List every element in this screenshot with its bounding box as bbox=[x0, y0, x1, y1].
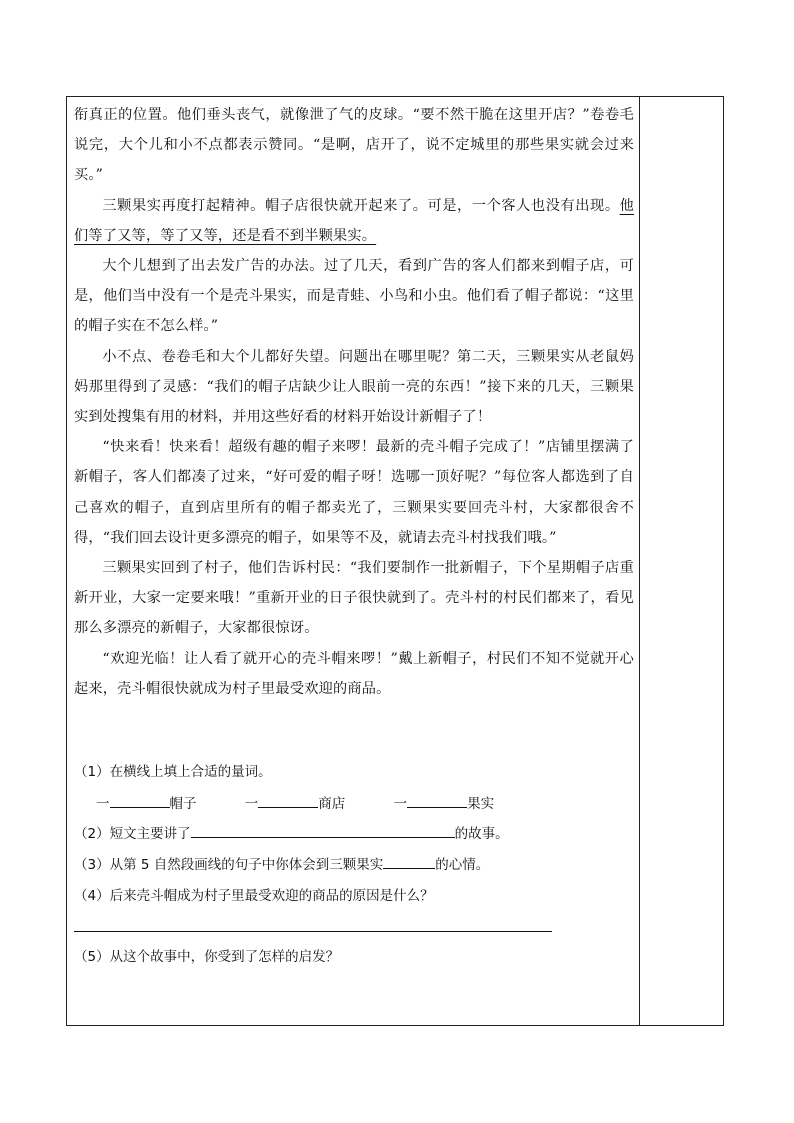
answer-blank-q3[interactable] bbox=[383, 854, 435, 869]
paragraph-3: 大个儿想到了出去发广告的办法。过了几天，看到广告的客人们都来到帽子店，可是，他们当中没有一个是壳斗果实，而是青蛙、小鸟和小虫。他们看了帽子都说：“这里的帽子实在不怎么样。” bbox=[74, 258, 634, 335]
question-3-suffix: 的心情。 bbox=[435, 857, 490, 873]
question-1: （1）在横线上填上合适的量词。 bbox=[74, 764, 272, 780]
answer-line-q4[interactable] bbox=[74, 931, 552, 932]
question-2-text: （2）短文主要讲了 bbox=[74, 826, 191, 842]
item-label-shop: 商店 bbox=[318, 796, 346, 812]
questions-section bbox=[74, 0, 634, 1123]
prefix-one: 一 bbox=[244, 796, 259, 812]
underlined-sentence: 他们等了又等，等了又等，还是看不到半颗果实。 bbox=[74, 197, 634, 244]
prefix-one: 一 bbox=[393, 796, 408, 812]
measure-word-item-3 bbox=[394, 792, 495, 812]
answer-blank-2[interactable] bbox=[258, 793, 318, 808]
question-2-suffix: 的故事。 bbox=[454, 826, 509, 842]
paragraph-6: 三颗果实回到了村子，他们告诉村民：“我们要制作一批新帽子，下个星期帽子店重新开业，大家一定要来哦！”重新开业的日子很快就到了。壳斗村的村民们都来了，看见那么多漂亮的新帽子，大家都很惊讶。 bbox=[74, 560, 634, 637]
paragraph-5: “快来看！快来看！超级有趣的帽子来啰！最新的壳斗帽子完成了！”店铺里摆满了新帽子，客人们都凑了过来，“好可爱的帽子呀！选哪一顶好呢？”每位客人都选到了自己喜欢的帽子，直到店里所有的帽子都卖光了，三颗果实要回壳斗村，大家都很舍不得，“我们回去设计更多漂亮的帽子，如果等不及，就请去壳斗村找我们哦。” bbox=[74, 439, 634, 546]
question-5: （5）从这个故事中，你受到了怎样的启发？ bbox=[74, 949, 340, 965]
answer-blank-1[interactable] bbox=[110, 793, 170, 808]
paragraph-1: 衔真正的位置。他们垂头丧气，就像泄了气的皮球。“要不然干脆在这里开店？”卷卷毛说完，大个儿和小不点都表示赞同。“是啊，店开了，说不定城里的那些果实就会过来买。” bbox=[74, 107, 634, 184]
prefix-one: 一 bbox=[96, 796, 110, 812]
question-4: （4）后来壳斗帽成为村子里最受欢迎的商品的原因是什么？ bbox=[74, 888, 434, 904]
item-label-fruit: 果实 bbox=[467, 796, 495, 812]
measure-word-item-2 bbox=[245, 792, 346, 812]
item-label-hat: 帽子 bbox=[169, 796, 197, 812]
paragraph-2-text: 三颗果实再度打起精神。帽子店很快就开起来了。可是，一个客人也没有出现。 bbox=[102, 197, 620, 214]
question-3 bbox=[74, 853, 489, 873]
paragraph-4: 小不点、卷卷毛和大个儿都好失望。问题出在哪里呢？第二天，三颗果实从老鼠妈妈那里得到了灵感：“我们的帽子店缺少让人眼前一亮的东西！”接下来的几天，三颗果实到处搜集有用的材料，并用这些好看的材料开始设计新帽子了！ bbox=[74, 348, 634, 426]
measure-word-row bbox=[96, 792, 494, 812]
answer-blank-q2[interactable] bbox=[191, 823, 455, 838]
paragraph-7: “欢迎光临！让人看了就开心的壳斗帽来啰！”戴上新帽子，村民们不知不觉就开心起来，壳斗帽很快就成为村子里最受欢迎的商品。 bbox=[74, 650, 634, 697]
measure-word-item-1 bbox=[96, 792, 197, 812]
answer-blank-3[interactable] bbox=[407, 793, 467, 808]
question-3-text: （3）从第 5 自然段画线的句子中你体会到三颗果实 bbox=[74, 857, 384, 873]
question-2 bbox=[74, 822, 509, 842]
notes-column-divider bbox=[639, 96, 640, 1026]
